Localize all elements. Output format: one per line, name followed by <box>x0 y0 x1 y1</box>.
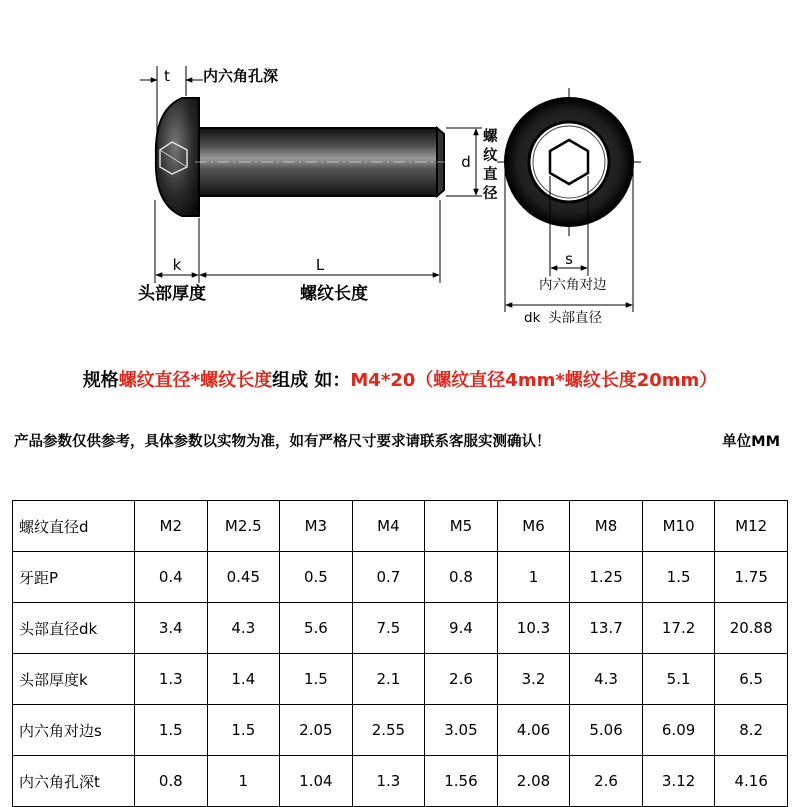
table-cell: 2.08 <box>497 756 570 807</box>
table-row <box>13 654 788 705</box>
table-cell: 0.5 <box>280 552 353 603</box>
table-cell: 5.6 <box>280 603 353 654</box>
table-cell: M2 <box>135 501 208 552</box>
table-cell: M2.5 <box>207 501 280 552</box>
table-cell: 5.1 <box>642 654 715 705</box>
table-cell: 4.06 <box>497 705 570 756</box>
row-label: 头部厚度k <box>13 654 135 705</box>
row-label: 内六角孔深t <box>13 756 135 807</box>
spec-format-line <box>0 366 800 392</box>
screw-end-view <box>497 88 641 236</box>
row-label: 牙距P <box>13 552 135 603</box>
table-cell: 0.8 <box>425 552 498 603</box>
table-cell: M10 <box>642 501 715 552</box>
spec-table <box>12 500 788 807</box>
table-cell: M4 <box>352 501 425 552</box>
table-cell: 1.25 <box>570 552 643 603</box>
t-label: t <box>164 67 170 85</box>
screw-technical-drawing <box>0 0 800 340</box>
table-row <box>13 756 788 807</box>
table-cell: M8 <box>570 501 643 552</box>
table-cell: 20.88 <box>715 603 788 654</box>
row-label: 内六角对边s <box>13 705 135 756</box>
notice-text: 产品参数仅供参考，具体参数以实物为准，如有严格尺寸要求请联系客服实测确认！ <box>14 434 551 450</box>
table-cell: 1.5 <box>642 552 715 603</box>
hex-across-flats-label: 内六角对边 <box>539 277 607 293</box>
spec-prefix: 规格 <box>82 370 119 391</box>
table-row <box>13 705 788 756</box>
table-cell: 1 <box>497 552 570 603</box>
table-cell: 0.7 <box>352 552 425 603</box>
table-cell: 6.5 <box>715 654 788 705</box>
thread-diameter-char-3: 直 <box>483 167 498 183</box>
table-cell: 0.45 <box>207 552 280 603</box>
table-cell: 1.5 <box>135 705 208 756</box>
table-cell: 1.56 <box>425 756 498 807</box>
spec-format-highlight: 螺纹直径*螺纹长度 <box>118 370 273 391</box>
table-cell: 1.3 <box>352 756 425 807</box>
head-thickness-label: 头部厚度 <box>138 284 206 304</box>
k-label: k <box>172 256 182 274</box>
table-cell: 1.5 <box>207 705 280 756</box>
thread-length-label: 螺纹长度 <box>300 284 368 304</box>
table-row <box>13 603 788 654</box>
row-label: 螺纹直径d <box>13 501 135 552</box>
screw-side-view <box>156 98 460 216</box>
table-cell: M5 <box>425 501 498 552</box>
table-cell: M3 <box>280 501 353 552</box>
table-cell: 10.3 <box>497 603 570 654</box>
d-label: d <box>461 153 471 171</box>
spec-mid: 组成 如： <box>272 370 351 391</box>
dimension-d <box>446 128 498 202</box>
table-cell: 5.06 <box>570 705 643 756</box>
table-cell: 0.8 <box>135 756 208 807</box>
table-cell: 3.4 <box>135 603 208 654</box>
table-cell: 6.09 <box>642 705 715 756</box>
table-cell: 3.05 <box>425 705 498 756</box>
table-cell: 2.6 <box>570 756 643 807</box>
s-label: s <box>565 250 573 268</box>
table-cell: 1.75 <box>715 552 788 603</box>
table-row <box>13 501 788 552</box>
table-cell: 2.55 <box>352 705 425 756</box>
spec-example: M4*20（螺纹直径4mm*螺纹长度20mm） <box>350 370 718 391</box>
thread-diameter-char-4: 径 <box>483 186 498 202</box>
button-head <box>156 98 199 216</box>
table-cell: 3.12 <box>642 756 715 807</box>
hex-socket <box>550 140 588 184</box>
hex-depth-label: 内六角孔深 <box>203 67 279 85</box>
table-cell: 1.04 <box>280 756 353 807</box>
table-cell: 1.4 <box>207 654 280 705</box>
table-cell: 1 <box>207 756 280 807</box>
table-cell: 0.4 <box>135 552 208 603</box>
table-cell: 9.4 <box>425 603 498 654</box>
thread-diameter-char-2: 纹 <box>483 148 498 164</box>
unit-label: 单位MM <box>722 434 780 450</box>
thread-diameter-char-1: 螺 <box>483 129 498 145</box>
table-cell: 1.5 <box>280 654 353 705</box>
table-cell: 1.3 <box>135 654 208 705</box>
table-cell: 2.6 <box>425 654 498 705</box>
table-cell: 3.2 <box>497 654 570 705</box>
dk-label: dk <box>524 310 541 326</box>
table-cell: 4.16 <box>715 756 788 807</box>
table-cell: 4.3 <box>570 654 643 705</box>
L-label: L <box>315 256 325 274</box>
table-cell: 17.2 <box>642 603 715 654</box>
table-cell: 8.2 <box>715 705 788 756</box>
head-diameter-label: 头部直径 <box>548 310 602 326</box>
table-cell: 2.05 <box>280 705 353 756</box>
table-cell: 2.1 <box>352 654 425 705</box>
table-cell: 13.7 <box>570 603 643 654</box>
row-label: 头部直径dk <box>13 603 135 654</box>
notice-line <box>14 430 786 451</box>
table-row <box>13 552 788 603</box>
table-cell: M6 <box>497 501 570 552</box>
table-cell: 4.3 <box>207 603 280 654</box>
table-cell: M12 <box>715 501 788 552</box>
table-cell: 7.5 <box>352 603 425 654</box>
